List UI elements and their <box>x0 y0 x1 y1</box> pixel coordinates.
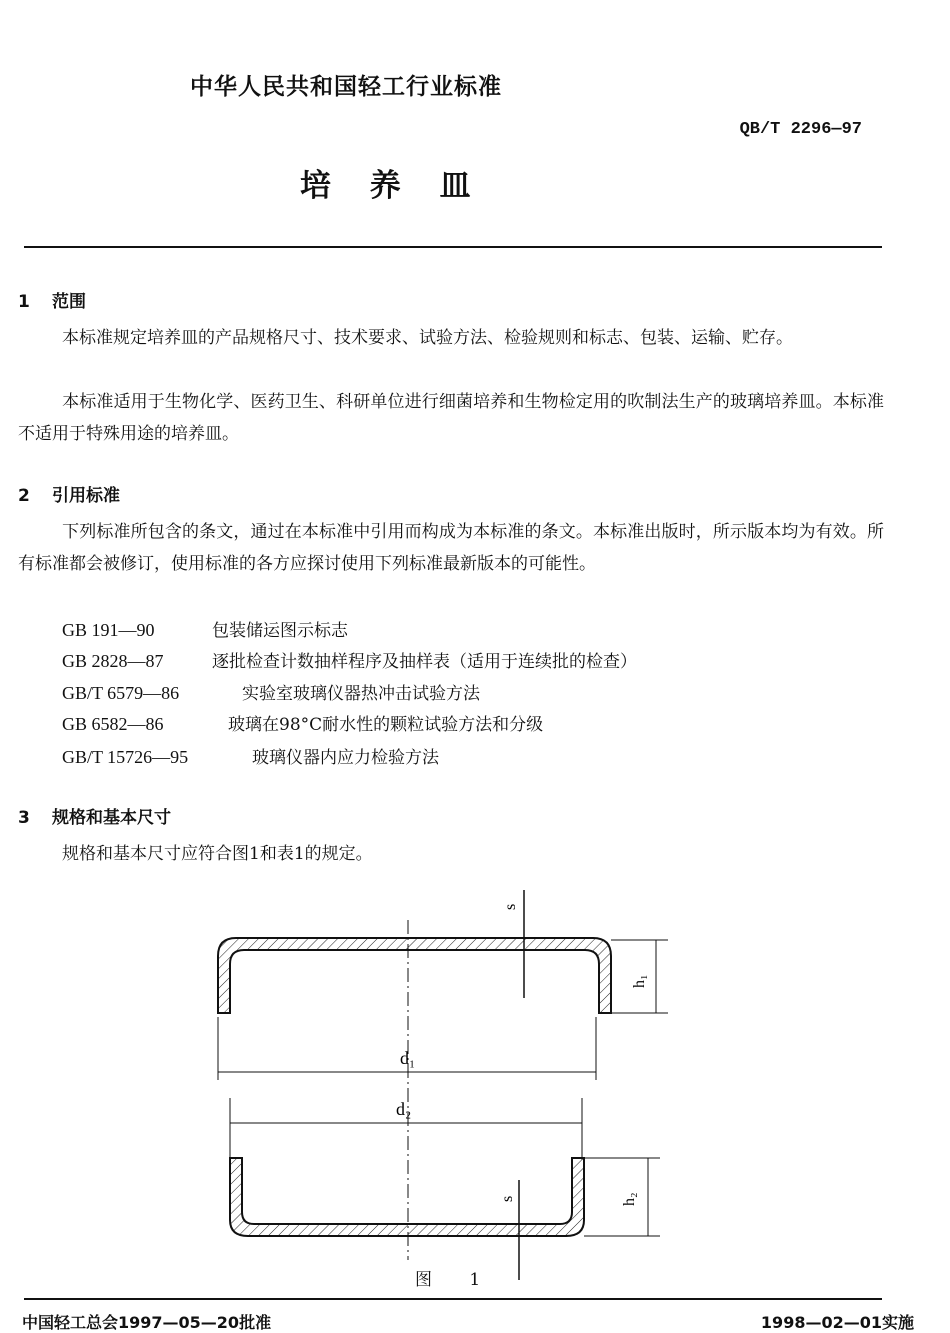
reference-code: GB 6582—86 <box>62 714 164 734</box>
paragraph-text: 本标准适用于生物化学、医药卫生、科研单位进行细菌培养和生物检定用的吹制法生产的玻璃培养皿。本标准不适用于特殊用途的培养皿。 <box>18 392 884 444</box>
paragraph <box>18 386 884 450</box>
reference-code: GB/T 6579—86 <box>62 683 180 703</box>
label-h2: h₂ <box>621 1192 638 1206</box>
reference-item <box>62 615 348 647</box>
section-title: 规格和基本尺寸 <box>52 808 171 828</box>
paragraph <box>18 516 884 580</box>
paragraph <box>18 838 884 870</box>
section-number: 3 <box>18 808 30 828</box>
reference-title: 实验室玻璃仪器热冲击试验方法 <box>242 684 480 704</box>
label-d1: d₁ <box>400 1048 416 1068</box>
reference-code: GB 191—90 <box>62 620 155 640</box>
section-heading-references <box>18 481 120 506</box>
paragraph <box>18 322 884 354</box>
base-drawing <box>230 1098 660 1280</box>
lid-wall <box>218 938 611 1013</box>
figure-caption: 图 1 <box>415 1270 497 1290</box>
label-d2: d₂ <box>396 1099 412 1119</box>
section-number: 2 <box>18 486 30 506</box>
base-wall <box>230 1158 584 1236</box>
section-title: 范围 <box>52 292 86 312</box>
reference-item <box>62 742 439 774</box>
reference-item <box>62 646 637 678</box>
reference-title: 包装储运图示标志 <box>212 621 348 641</box>
paragraph-text: 规格和基本尺寸应符合图1和表1的规定。 <box>62 844 373 864</box>
reference-code: GB 2828—87 <box>62 651 164 671</box>
agency-title: 中华人民共和国轻工行业标准 <box>190 74 502 100</box>
label-h1: h₁ <box>631 974 648 988</box>
footer-rule <box>24 1298 882 1300</box>
section-heading-dimensions <box>18 803 171 828</box>
reference-title: 玻璃在98°C耐水性的颗粒试验方法和分级 <box>228 715 544 735</box>
standard-number: QB/T 2296—97 <box>739 120 862 139</box>
reference-title: 玻璃仪器内应力检验方法 <box>252 748 439 768</box>
reference-item <box>62 709 543 741</box>
reference-title: 逐批检查计数抽样程序及抽样表（适用于连续批的检查） <box>212 652 637 672</box>
section-number: 1 <box>18 292 30 312</box>
reference-item <box>62 678 480 710</box>
section-heading-scope <box>18 287 86 312</box>
paragraph-text: 本标准规定培养皿的产品规格尺寸、技术要求、试验方法、检验规则和标志、包装、运输、贮存。 <box>62 328 793 348</box>
effective-line: 1998—02—01实施 <box>760 1313 914 1332</box>
header-rule <box>24 246 882 248</box>
label-s-top: s <box>502 903 519 910</box>
reference-code: GB/T 15726—95 <box>62 747 189 767</box>
approval-line: 中国轻工总会1997—05—20批准 <box>22 1313 272 1332</box>
label-s-bottom: s <box>499 1195 516 1202</box>
section-title: 引用标准 <box>52 486 120 506</box>
document-title: 培 养 皿 <box>300 168 485 204</box>
petri-dish-figure <box>0 880 950 1280</box>
lid-drawing <box>218 890 668 1080</box>
paragraph-text: 下列标准所包含的条文，通过在本标准中引用而构成为本标准的条文。本标准出版时，所示版本均为有效。所有标准都会被修订，使用标准的各方应探讨使用下列标准最新版本的可能性。 <box>18 522 884 574</box>
